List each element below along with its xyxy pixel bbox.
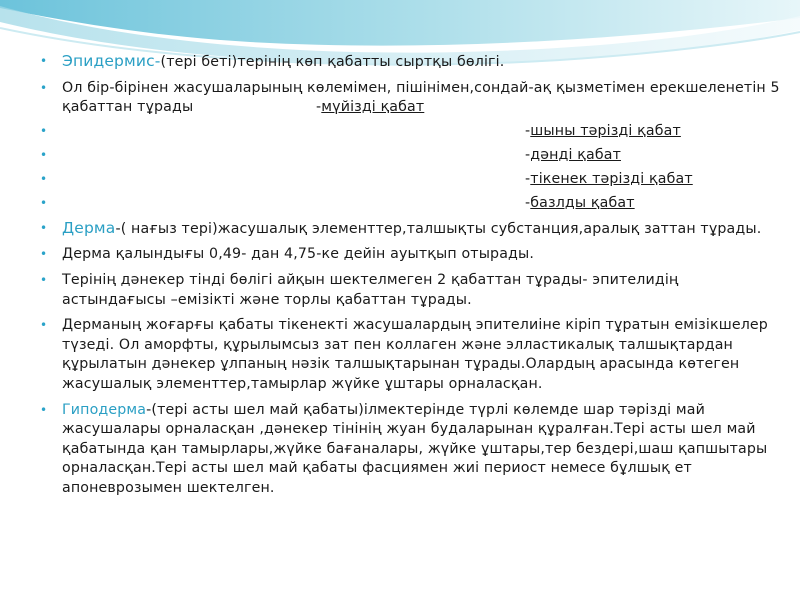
list-item-layer (40, 170, 780, 194)
layer-prefix: - (316, 99, 322, 116)
bullet-icon: • (40, 147, 48, 162)
bullet-icon: • (40, 272, 48, 287)
list-item-derma-thickness (40, 245, 780, 265)
list-item-epidermis (40, 52, 780, 73)
layer-horny: мүйізді қабат (321, 99, 425, 116)
term-hypoderma: Гиподерма (62, 401, 147, 418)
bullet-icon: • (40, 195, 48, 210)
list-item-layers-intro (40, 79, 780, 118)
layer-prefix: - (525, 122, 531, 139)
bullet-icon: • (40, 123, 48, 138)
layers-intro-text: Ол бір-бірінен жасушаларының көлемімен, пішінімен,сондай-ақ қызметімен ерекшеленетін 5 қабаттан тұрады (62, 79, 780, 116)
bullet-icon: • (40, 247, 48, 262)
bullet-icon: • (40, 171, 48, 186)
list-item-layer (40, 146, 780, 170)
bullet-icon: • (40, 220, 48, 235)
layer-prefix: - (525, 146, 531, 163)
layer-prefix: - (525, 170, 531, 187)
list-item-hypoderma (40, 401, 780, 499)
layer-spinous: тікенек тәрізді қабат (530, 170, 693, 187)
list-item-derma (40, 219, 780, 240)
layer-lucid: шыны тәрізді қабат (530, 122, 681, 139)
layer-granular: дәнді қабат (530, 146, 621, 163)
bullet-icon: • (40, 318, 48, 333)
epidermis-text: (тері беті)терінің көп қабатты сыртқы бөлігі. (160, 54, 505, 70)
bullet-icon: • (40, 80, 48, 95)
layer-basal: базлды қабат (530, 194, 635, 211)
bullet-icon: • (40, 54, 48, 68)
derma-thickness-text: Дерма қалындығы 0,49- дан 4,75-ке дейін ауытқып отырады. (62, 246, 535, 263)
hypoderma-text: -(тері асты шел май қабаты)ілмектерінде түрлі көлемде шар тәрізді май жасушалары орналасқан ,дәнекер тінінің жуан будаларынан құралған.Тері асты шел май қабатында қан тамырлары,жүйке бағаналары, жүйке ұштары,тер бездері,шаш қапшытары орналасқан.Тері асты шел май қабаты фасциямен жиі периост немесе бұлшық ет апоневрозымен шектелген. (62, 401, 768, 496)
derma-text: -( нағыз тері)жасушалық элементтер,талшықты субстанция,аралық заттан тұрады. (115, 220, 762, 237)
list-item-derma-layers (40, 271, 780, 310)
term-epidermis: Эпидермис- (62, 52, 161, 70)
layer-prefix: - (525, 194, 531, 211)
term-derma: Дерма (62, 218, 116, 237)
bullet-icon: • (40, 402, 48, 417)
list-item-derma-upper (40, 316, 780, 394)
derma-upper-text: Дерманың жоғарғы қабаты тікенекті жасушалардың эпителиіне кіріп тұратын емізікшелер түзеді. Ол аморфты, құрылымсыз зат пен коллаген және элластикалық талшықтардан құрылатын дәнекер ұлпаның нәзік талшықтарынан тұрады.Олардың арасында көтеген жасушалық элементтер,тамырлар жүйке ұштары орналасқан. (62, 317, 768, 392)
derma-layers-text: Терінің дәнекер тінді бөлігі айқын шектелмеген 2 қабаттан тұрады- эпителидің астындағысы –емізікті және торлы қабаттан тұрады. (62, 271, 679, 308)
layer-list (40, 122, 780, 218)
slide-content (40, 52, 780, 499)
list-item-layer (40, 194, 780, 218)
list-item-layer (40, 122, 780, 146)
